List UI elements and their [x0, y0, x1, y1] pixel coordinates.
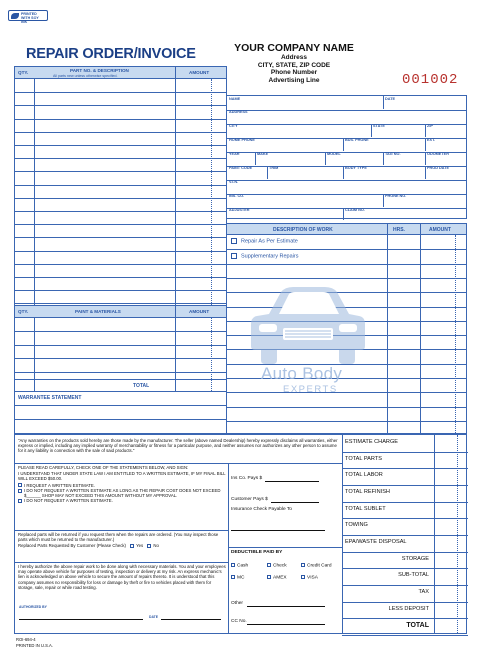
customer-field-line[interactable]	[227, 180, 466, 181]
check-label: Check	[273, 563, 287, 569]
supplementary-repairs-checkbox[interactable]	[231, 253, 237, 259]
parts-row-line[interactable]	[15, 171, 226, 172]
mc-option[interactable]	[231, 575, 244, 580]
watermark-subtitle: EXPERTS	[283, 384, 338, 395]
body-type-label: BODY TYPE	[345, 166, 367, 170]
totals-amount-field[interactable]	[342, 485, 468, 486]
divider	[15, 530, 228, 531]
amex-checkbox[interactable]	[267, 575, 271, 579]
divider	[15, 562, 228, 563]
work-amount-header: AMOUNT	[429, 226, 451, 233]
parts-row-line[interactable]	[15, 158, 226, 159]
ins-co-label: INS. CO.	[229, 194, 245, 198]
trim-label: TRIM	[269, 166, 279, 170]
paint-desc-header: PAINT & MATERIALS	[75, 309, 121, 314]
date-signature-label: DATE	[149, 615, 158, 619]
parts-col-divider-qty	[34, 79, 35, 305]
paint-row-line[interactable]	[15, 358, 226, 359]
warrantee-line	[15, 405, 226, 406]
parts-row-line[interactable]	[15, 211, 226, 212]
date-signature-line[interactable]	[161, 619, 221, 620]
year-label: YEAR	[229, 152, 240, 156]
authorization-text: I hereby authorize the above repair work to be done along with necessary materials. You and your employees may operate above vehicle for purposes of testing, inspection or delivery at my risk. An express mechanic's lien is acknowledged on above vehicle to secure the amount of repairs thereto. It is understood that this company assumes no responsibility for loss or damage by theft or fire to vehicles placed with them for storage, sale, repair or while road testing.	[18, 564, 226, 590]
cash-option[interactable]	[231, 563, 248, 568]
totals-amount-field[interactable]	[342, 635, 468, 636]
paint-row-line[interactable]	[15, 331, 226, 332]
parts-amount-header: AMOUNT	[189, 70, 210, 75]
city-label: CITY	[229, 124, 238, 128]
customer-field-divider	[425, 152, 426, 165]
warrantee-label: WARRANTEE STATEMENT	[18, 395, 82, 401]
work-hrs-header: HRS.	[393, 226, 405, 233]
replaced-no-checkbox[interactable]	[147, 544, 151, 548]
request-estimate-checkbox[interactable]	[18, 483, 22, 487]
parts-col-divider-cents	[211, 79, 212, 305]
cc-no-label: CC No.	[231, 619, 247, 624]
divider	[15, 463, 342, 464]
divider	[228, 463, 229, 633]
totals-amount-field[interactable]	[342, 552, 468, 553]
replaced-parts-text: Replaced parts will be returned if you request them when the repairs are ordered. (You may inspect those parts which must be returned to the manufacturer.)	[18, 532, 219, 543]
total-label: TOTAL	[133, 383, 150, 389]
totals-total-sublet-label: TOTAL SUBLET	[345, 505, 386, 512]
paint-amount-header: AMOUNT	[189, 309, 210, 314]
company-block	[228, 42, 360, 84]
replaced-no-label: No	[153, 543, 159, 549]
customer-field-divider	[255, 152, 256, 165]
claim-no-label: CLAIM NO.	[345, 208, 365, 212]
parts-row-line[interactable]	[15, 145, 226, 146]
invoice-number: 001002	[402, 72, 459, 88]
no-estimate-label: I DO NOT REQUEST A WRITTEN ESTIMATE.	[24, 498, 113, 504]
totals-storage-label: STORAGE	[401, 555, 429, 562]
totals-total-label: TOTAL	[406, 622, 429, 630]
totals-amount-field[interactable]	[342, 602, 468, 603]
make-label: MAKE	[257, 152, 269, 156]
cash-checkbox[interactable]	[231, 563, 235, 567]
company-city: CITY, STATE, ZIP CODE	[257, 61, 331, 69]
soy-ink-text: PRINTED WITH SOY INK	[21, 12, 39, 24]
work-desc-header: DESCRIPTION OF WORK	[273, 226, 333, 233]
printed-in: PRINTED IN U.S.A.	[16, 643, 53, 648]
paint-table-header	[15, 306, 226, 318]
bus-phone-label: BUS. PHONE	[345, 138, 369, 142]
odometer-label: ODOMETER	[427, 152, 449, 156]
form-number: ROI-694-4	[16, 637, 36, 642]
soy-ink-badge	[8, 10, 48, 24]
repair-per-estimate-label: Repair As Per Estimate	[241, 238, 298, 245]
parts-row-line[interactable]	[15, 264, 226, 265]
totals-amount-field[interactable]	[342, 518, 468, 519]
totals-total-labor-label: TOTAL LABOR	[345, 472, 383, 479]
authorized-by-label: AUTHORIZED BY	[19, 605, 47, 609]
divider	[457, 435, 458, 633]
prod-date-label: PROD DATE	[427, 166, 450, 170]
replaced-yes-label: Yes	[136, 543, 144, 549]
paint-row-line[interactable]	[15, 372, 226, 373]
parts-qty-header: QTY.	[18, 70, 29, 75]
model-label: MODEL	[327, 152, 341, 156]
replaced-yes-checkbox[interactable]	[130, 544, 134, 548]
parts-col-divider-amount	[175, 67, 176, 305]
no-estimate-checkbox[interactable]	[18, 499, 22, 503]
parts-row-line[interactable]	[15, 198, 226, 199]
customer-pays-label: Customer Pays $	[231, 497, 268, 502]
other-label: Other	[231, 601, 243, 606]
divider	[228, 547, 342, 548]
customer-field-divider	[383, 152, 384, 165]
customer-field-divider	[383, 96, 384, 109]
totals-amount-field[interactable]	[342, 452, 468, 453]
work-row-line[interactable]	[227, 278, 466, 279]
statements-intro: PLEASE READ CAREFULLY, CHECK ONE OF THE STATEMENTS BELOW, AND SIGN:	[18, 465, 189, 470]
watermark-title: Auto Body	[261, 364, 343, 383]
paint-row-line[interactable]	[15, 345, 226, 346]
repair-per-estimate-option[interactable]	[231, 238, 298, 244]
customer-field-line[interactable]	[227, 110, 466, 111]
soy-leaf-icon	[11, 13, 19, 19]
car-watermark-icon	[247, 284, 369, 368]
totals-total-parts-label: TOTAL PARTS	[345, 455, 382, 462]
parts-row-line[interactable]	[15, 224, 226, 225]
page-title: REPAIR ORDER/INVOICE	[26, 46, 196, 62]
ins-co-pays-field[interactable]	[265, 481, 319, 482]
customer-field-divider	[425, 124, 426, 137]
company-address: Address	[280, 54, 307, 61]
no-estimate-limit-label: I DO NOT REQUEST A WRITTEN ESTIMATE AS LONG AS THE REPAIR COST DOES NOT EXCEED $______ SHOP MAY NOT EXCEED THIS AMOUNT WITHOUT MY APPROVAL.	[24, 487, 221, 499]
totals-amount-field[interactable]	[342, 468, 468, 469]
no-estimate-limit-checkbox[interactable]	[18, 489, 22, 493]
totals-amount-field[interactable]	[342, 568, 468, 569]
work-row-line[interactable]	[227, 264, 466, 265]
paint-code-label: PAINT CODE	[229, 166, 253, 170]
ext-label: EXT.	[427, 138, 436, 142]
customer-field-divider	[383, 194, 384, 207]
parts-table-header	[15, 67, 226, 79]
company-phone: Phone Number	[270, 69, 318, 77]
warranty-disclaimer: "Any warranties on the products sold hereby are those made by the manufacturer. The seller (above named Dealership) hereby expressly disclaims all warranties, either express or implied, including any implied warranty of merchantability or fitness for a particular purpose, and neither assumes nor authorizes any other person to assume for it any liability in connection with the sale of said products."	[18, 438, 338, 454]
customer-field-divider	[267, 166, 268, 179]
cash-label: Cash	[237, 563, 249, 569]
company-name: YOUR COMPANY NAME	[234, 42, 354, 54]
mc-checkbox[interactable]	[231, 575, 235, 579]
ins-co-pays-label: Ins Co. Pays $	[231, 476, 263, 481]
paint-table	[14, 306, 227, 392]
check-payable-label: Insurance Check Payable To	[231, 507, 292, 512]
customer-field-divider	[343, 138, 344, 151]
total-row	[15, 379, 226, 391]
parts-row-line[interactable]	[15, 185, 226, 186]
credit-card-checkbox[interactable]	[301, 563, 305, 567]
credit-card-option[interactable]	[301, 563, 332, 568]
work-table	[227, 223, 467, 434]
cc-no-field[interactable]	[247, 624, 325, 625]
customer-info-block	[227, 95, 467, 219]
totals-less-deposit-label: LESS DEPOSIT	[388, 605, 429, 612]
totals-estimate-charge-label: ESTIMATE CHARGE	[345, 439, 399, 445]
totals-amount-field[interactable]	[342, 502, 468, 503]
customer-pays-field[interactable]	[271, 502, 319, 503]
parts-row-line[interactable]	[15, 92, 226, 93]
supplementary-repairs-label: Supplementary Repairs	[241, 253, 299, 260]
signature-line[interactable]	[19, 619, 143, 620]
other-field[interactable]	[247, 606, 325, 607]
customer-field-divider	[425, 138, 426, 151]
parts-desc-subheader: All parts new unless otherwise specified.	[53, 73, 118, 78]
visa-option[interactable]	[301, 575, 318, 580]
work-col-divider-hrs	[387, 224, 388, 433]
parts-row-line[interactable]	[15, 277, 226, 278]
work-row-line[interactable]	[227, 249, 466, 250]
work-col-divider-amount	[420, 224, 421, 433]
date-label: DATE	[385, 97, 396, 101]
supplementary-repairs-option[interactable]	[231, 253, 298, 259]
parts-row-line[interactable]	[15, 105, 226, 106]
statement-entitled: I UNDERSTAND THAT UNDER STATE LAW I AM ENTITLED TO A WRITTEN ESTIMATE, IF MY FINAL BILL WILL EXCEED $50.00.	[18, 471, 226, 482]
state-label: STATE	[373, 124, 385, 128]
tag-no-label: TAG NO.	[385, 152, 401, 156]
customer-field-divider	[325, 152, 326, 165]
work-row-line[interactable]	[227, 421, 466, 422]
parts-row-line[interactable]	[15, 251, 226, 252]
check-checkbox[interactable]	[267, 563, 271, 567]
warrantee-statement-box	[14, 392, 227, 434]
home-phone-label: HOME PHONE	[229, 138, 255, 142]
totals-epa-label: EPA/WASTE DISPOSAL	[345, 539, 407, 545]
repair-per-estimate-checkbox[interactable]	[231, 238, 237, 244]
customer-field-divider	[425, 166, 426, 179]
totals-subtotal-label: SUB-TOTAL	[398, 572, 429, 579]
parts-desc-header: PART NO. & DESCRIPTION	[70, 68, 129, 73]
totals-towing-label: TOWING	[345, 522, 368, 529]
check-option[interactable]	[267, 563, 287, 568]
totals-amount-field[interactable]	[342, 535, 468, 536]
replaced-parts-requested-label: Replaced Parts Requested By Customer (Please Check)	[18, 543, 126, 549]
check-payable-field[interactable]	[231, 530, 325, 531]
replaced-parts-block	[18, 532, 226, 549]
address-label: ADDRESS	[229, 110, 248, 114]
parts-row-line[interactable]	[15, 119, 226, 120]
vin-label: V.I.N.	[229, 180, 239, 184]
customer-field-line[interactable]	[227, 194, 466, 195]
request-estimate-label: I REQUEST A WRITTEN ESTIMATE.	[24, 482, 95, 488]
work-row-line[interactable]	[227, 407, 466, 408]
customer-field-divider	[371, 124, 372, 137]
warrantee-line	[15, 419, 226, 420]
amex-option[interactable]	[267, 575, 287, 580]
option-no-estimate-limit[interactable]	[18, 488, 226, 498]
phone-no-label: PHONE NO.	[385, 194, 407, 198]
name-label: NAME	[229, 97, 241, 101]
parts-row-line[interactable]	[15, 290, 226, 291]
parts-table	[14, 66, 227, 306]
work-col-divider-cents	[455, 235, 456, 433]
paint-qty-header: QTY.	[18, 309, 29, 314]
zip-label: ZIP	[427, 124, 433, 128]
work-row-line[interactable]	[227, 392, 466, 393]
parts-row-line[interactable]	[15, 303, 226, 304]
visa-label: VISA	[307, 575, 318, 581]
parts-row-line[interactable]	[15, 237, 226, 238]
parts-row-line[interactable]	[15, 132, 226, 133]
totals-total-refinish-label: TOTAL REFINISH	[345, 489, 390, 495]
company-advertising: Advertising Line	[268, 76, 320, 84]
option-no-estimate[interactable]	[18, 498, 226, 503]
adjuster-label: ADJUSTER	[229, 208, 250, 212]
deductible-title: DEDUCTIBLE PAID BY	[231, 550, 283, 555]
divider	[342, 435, 343, 633]
totals-tax-label: TAX	[418, 589, 429, 595]
work-table-header	[227, 224, 466, 235]
visa-checkbox[interactable]	[301, 575, 305, 579]
divider	[434, 435, 435, 633]
statements-block	[18, 465, 226, 503]
credit-card-label: Credit Card	[307, 563, 332, 569]
mc-label: MC	[237, 575, 245, 581]
bottom-section	[14, 434, 467, 634]
totals-amount-field[interactable]	[342, 618, 468, 619]
amex-label: AMEX	[273, 575, 287, 581]
customer-field-divider	[343, 208, 344, 220]
customer-field-divider	[343, 166, 344, 179]
totals-amount-field[interactable]	[342, 585, 468, 586]
